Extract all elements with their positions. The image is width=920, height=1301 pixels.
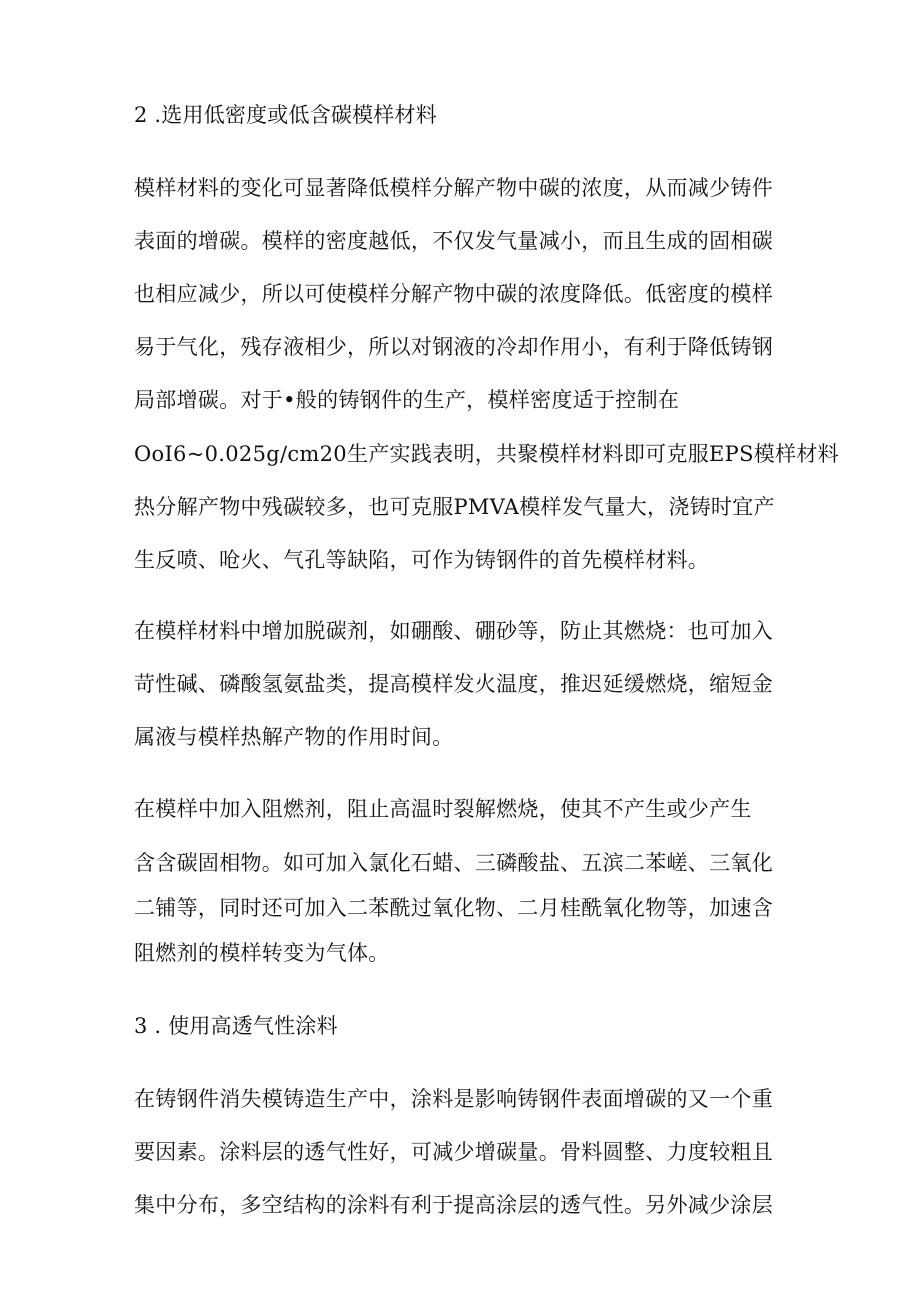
- paragraph-3-line-1: 在模样中加入阻燃剂，阻止高温时裂解燃烧，使其不产生或少产生: [134, 797, 752, 821]
- paragraph-1-line-6: OoI6~0.025g∕cm20生产实践表明，共聚模样材料即可克服EPS模样材料: [134, 442, 839, 466]
- paragraph-1-line-8: 生反喷、呛火、气孔等缺陷，可作为铸钢件的首先模样材料。: [134, 548, 710, 572]
- paragraph-2-line-2: 苛性碱、磷酸氢氨盐类，提高模样发火温度，推迟延缓燃烧，缩短金: [134, 672, 773, 696]
- paragraph-1-line-3: 也相应减少，所以可使模样分解产物中碳的浓度降低。低密度的模样: [134, 282, 773, 306]
- paragraph-1-line-2: 表面的增碳。模样的密度越低，不仅发气量减小，而且生成的固相碳: [134, 229, 773, 253]
- paragraph-3-line-4: 阻燃剂的模样转变为气体。: [134, 941, 390, 965]
- paragraph-1-line-1: 模样材料的变化可显著降低模样分解产物中碳的浓度，从而减少铸件: [134, 176, 773, 200]
- paragraph-1-line-4: 易于气化，残存液相少，所以对钢液的冷却作用小，有利于降低铸钢: [134, 335, 773, 359]
- paragraph-1-line-7: 热分解产物中残碳较多，也可克服PMVA模样发气量大，浇铸时宜产: [134, 495, 775, 519]
- paragraph-4-line-2: 要因素。涂料层的透气性好，可减少增碳量。骨料圆整、力度较粗且: [134, 1140, 773, 1164]
- paragraph-4-line-1: 在铸钢件消失模铸造生产中，涂料是影响铸钢件表面增碳的又一个重: [134, 1087, 773, 1111]
- paragraph-2-line-1: 在模样材料中增加脱碳剂，如硼酸、硼砂等，防止其燃烧：也可加入: [134, 619, 773, 643]
- section-heading-3: 3 . 使用高透气性涂料: [134, 1014, 338, 1038]
- paragraph-3-line-3: 二铺等，同时还可加入二苯酰过氧化物、二月桂酰氧化物等，加速含: [134, 896, 773, 920]
- section-heading-2: 2 .选用低密度或低含碳模样材料: [134, 103, 437, 127]
- paragraph-1-line-5: 局部增碳。对于•般的铸钢件的生产，模样密度适于控制在: [134, 388, 680, 412]
- paragraph-2-line-3: 属液与模样热解产物的作用时间。: [134, 725, 454, 749]
- paragraph-3-line-2: 含含碳固相物。如可加入氯化石蜡、三磷酸盐、五滨二苯嵯、三氧化: [134, 851, 773, 875]
- paragraph-4-line-3: 集中分布，多空结构的涂料有利于提高涂层的透气性。另外减少涂层: [134, 1193, 773, 1217]
